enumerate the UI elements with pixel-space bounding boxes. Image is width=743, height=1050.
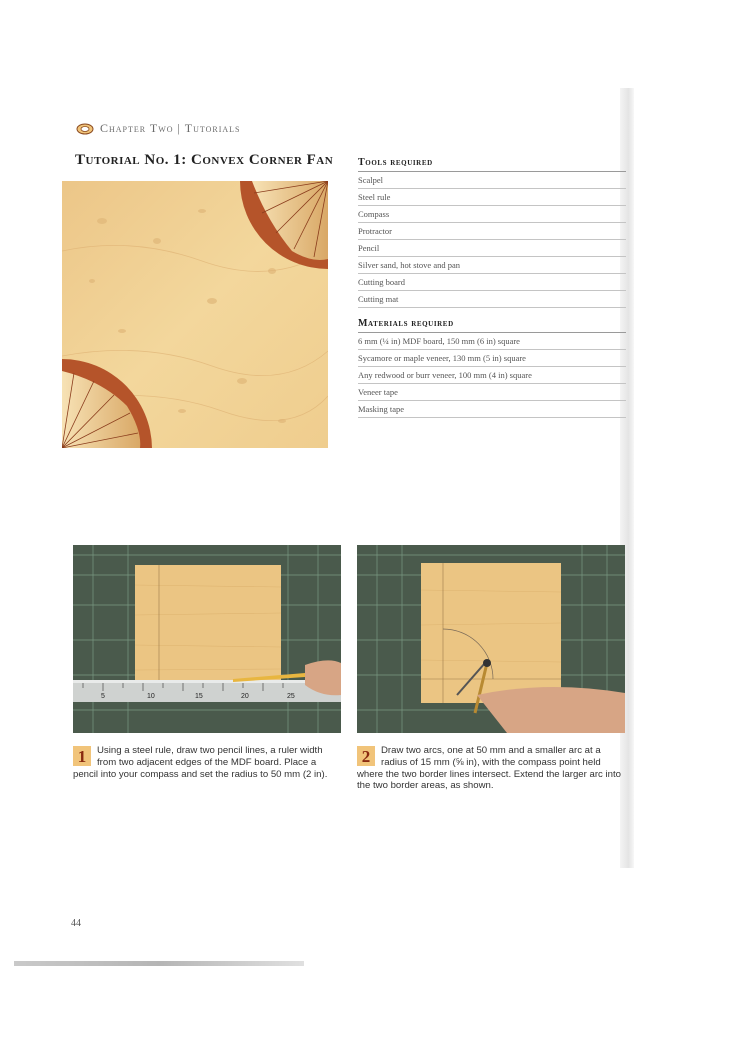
list-item: Cutting board <box>358 274 626 291</box>
ruler-label: 10 <box>147 693 155 700</box>
list-item: Sycamore or maple veneer, 130 mm (5 in) square <box>358 350 626 367</box>
chapter-label: Chapter Two | Tutorials <box>100 121 241 135</box>
step-2-photo <box>357 545 625 733</box>
materials-heading: Materials required <box>358 318 626 333</box>
list-item: Silver sand, hot stove and pan <box>358 257 626 274</box>
ruler-label: 25 <box>287 693 295 700</box>
step-text: Draw two arcs, one at 50 mm and a smaller arc at a radius of 15 mm (⅝ in), with the compass point held where the two border lines intersect. Extend the larger arc into the two border areas, as shown. <box>357 745 621 792</box>
step-text: Using a steel rule, draw two pencil lines, a ruler width from two adjacent edges of the MDF board. Place a pencil into your compass and set the radius to 50 mm (2 in). <box>73 745 328 780</box>
step-number-badge: 2 <box>357 746 375 766</box>
finished-fan-photo <box>62 181 328 448</box>
list-item: Veneer tape <box>358 384 626 401</box>
tutorial-title: Tutorial No. 1: Convex Corner Fan <box>75 152 334 168</box>
step-2-caption <box>357 745 627 792</box>
chapter-ornament-icon <box>76 123 94 135</box>
list-item: Cutting mat <box>358 291 626 308</box>
tools-heading: Tools required <box>358 157 626 172</box>
chapter-header <box>76 121 240 136</box>
list-item: Protractor <box>358 223 626 240</box>
materials-list <box>358 318 626 418</box>
ruler-label: 15 <box>195 693 203 700</box>
step-number-badge: 1 <box>73 746 91 766</box>
list-item: Pencil <box>358 240 626 257</box>
scan-edge <box>14 961 304 966</box>
list-item: 6 mm (¼ in) MDF board, 150 mm (6 in) square <box>358 333 626 350</box>
list-item: Any redwood or burr veneer, 100 mm (4 in) square <box>358 367 626 384</box>
list-item: Compass <box>358 206 626 223</box>
list-item: Steel rule <box>358 189 626 206</box>
tools-list <box>358 157 626 308</box>
step-1-photo <box>73 545 341 733</box>
step-1-caption <box>73 745 343 780</box>
list-item: Scalpel <box>358 172 626 189</box>
list-item: Masking tape <box>358 401 626 418</box>
ruler-label: 20 <box>241 693 249 700</box>
ruler-label: 5 <box>101 693 105 700</box>
page-number: 44 <box>71 918 81 929</box>
